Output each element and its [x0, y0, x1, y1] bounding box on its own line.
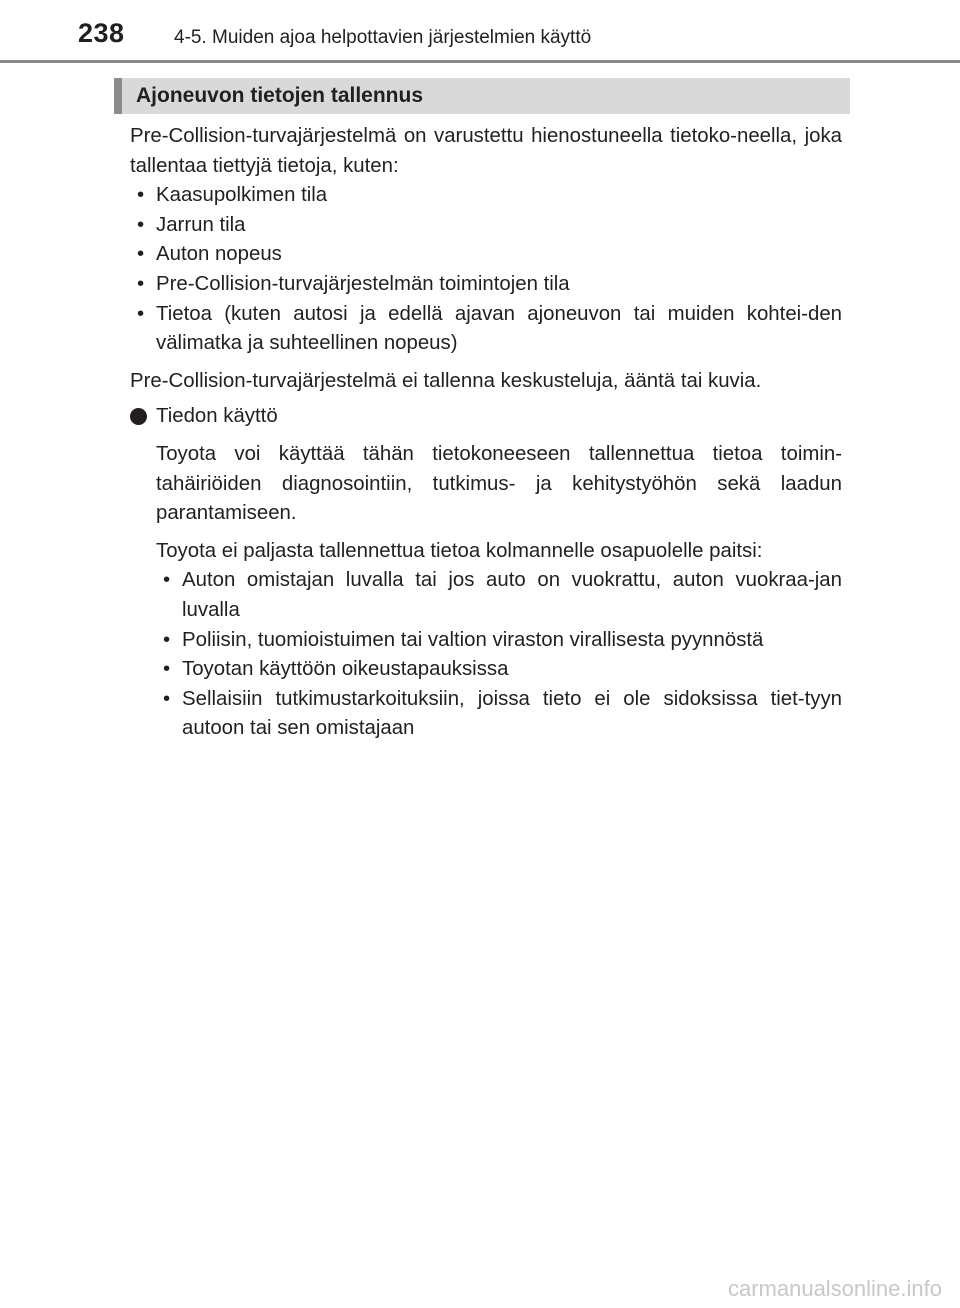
list-item: • Sellaisiin tutkimustarkoituksiin, joissa tieto ei ole sidoksissa tiet-tyyn autoon tai sen omistajaan — [156, 685, 842, 744]
section-title: Ajoneuvon tietojen tallennus — [136, 84, 424, 107]
list-item: • Jarrun tila — [130, 211, 842, 241]
running-head: 4-5. Muiden ajoa helpottavien järjestelmien käyttö — [174, 27, 592, 48]
list-item: • Toyotan käyttöön oikeustapauksissa — [156, 655, 842, 685]
intro-paragraph: Pre-Collision-turvajärjestelmä on varustettu hienostuneella tietoko-neella, joka tallentaa tiettyjä tietoja, kuten: — [130, 125, 842, 177]
section-header-bar — [114, 78, 850, 114]
recorded-items-list — [130, 181, 842, 359]
list-item: • Tietoa (kuten autosi ja edellä ajavan ajoneuvon tai muiden kohtei-den välimatka ja suhteellinen nopeus) — [130, 300, 842, 359]
bullet-dot-icon — [130, 408, 147, 425]
list-item: • Auton omistajan luvalla tai jos auto on vuokrattu, auton vuokraa-jan luvalla — [156, 566, 842, 625]
usage-heading-text: Tiedon käyttö — [156, 405, 278, 428]
list-item: • Kaasupolkimen tila — [130, 181, 842, 211]
no-record-note: Pre-Collision-turvajärjestelmä ei tallenna keskusteluja, ääntä tai kuvia. — [130, 369, 762, 392]
usage-paragraph-1: Toyota voi käyttää tähän tietokoneeseen tallennettua tietoa toimin-tahäiriöiden diagnosointiin, tutkimus- ja kehitystyöhön sekä laadun parantamiseen. — [156, 442, 842, 525]
usage-paragraph-2: Toyota ei paljasta tallennettua tietoa kolmannelle osapuolelle paitsi: — [156, 539, 763, 562]
header-rule — [0, 60, 960, 63]
list-item: • Pre-Collision-turvajärjestelmän toimintojen tila — [130, 270, 842, 300]
list-item: • Auton nopeus — [130, 240, 842, 270]
list-item: • Poliisin, tuomioistuimen tai valtion viraston virallisesta pyynnöstä — [156, 626, 842, 656]
main-content — [130, 122, 842, 744]
usage-section — [156, 440, 842, 744]
exceptions-list — [156, 566, 842, 744]
page-number: 238 — [78, 18, 125, 48]
watermark: carmanualsonline.info — [727, 1276, 942, 1301]
usage-heading — [130, 402, 842, 432]
